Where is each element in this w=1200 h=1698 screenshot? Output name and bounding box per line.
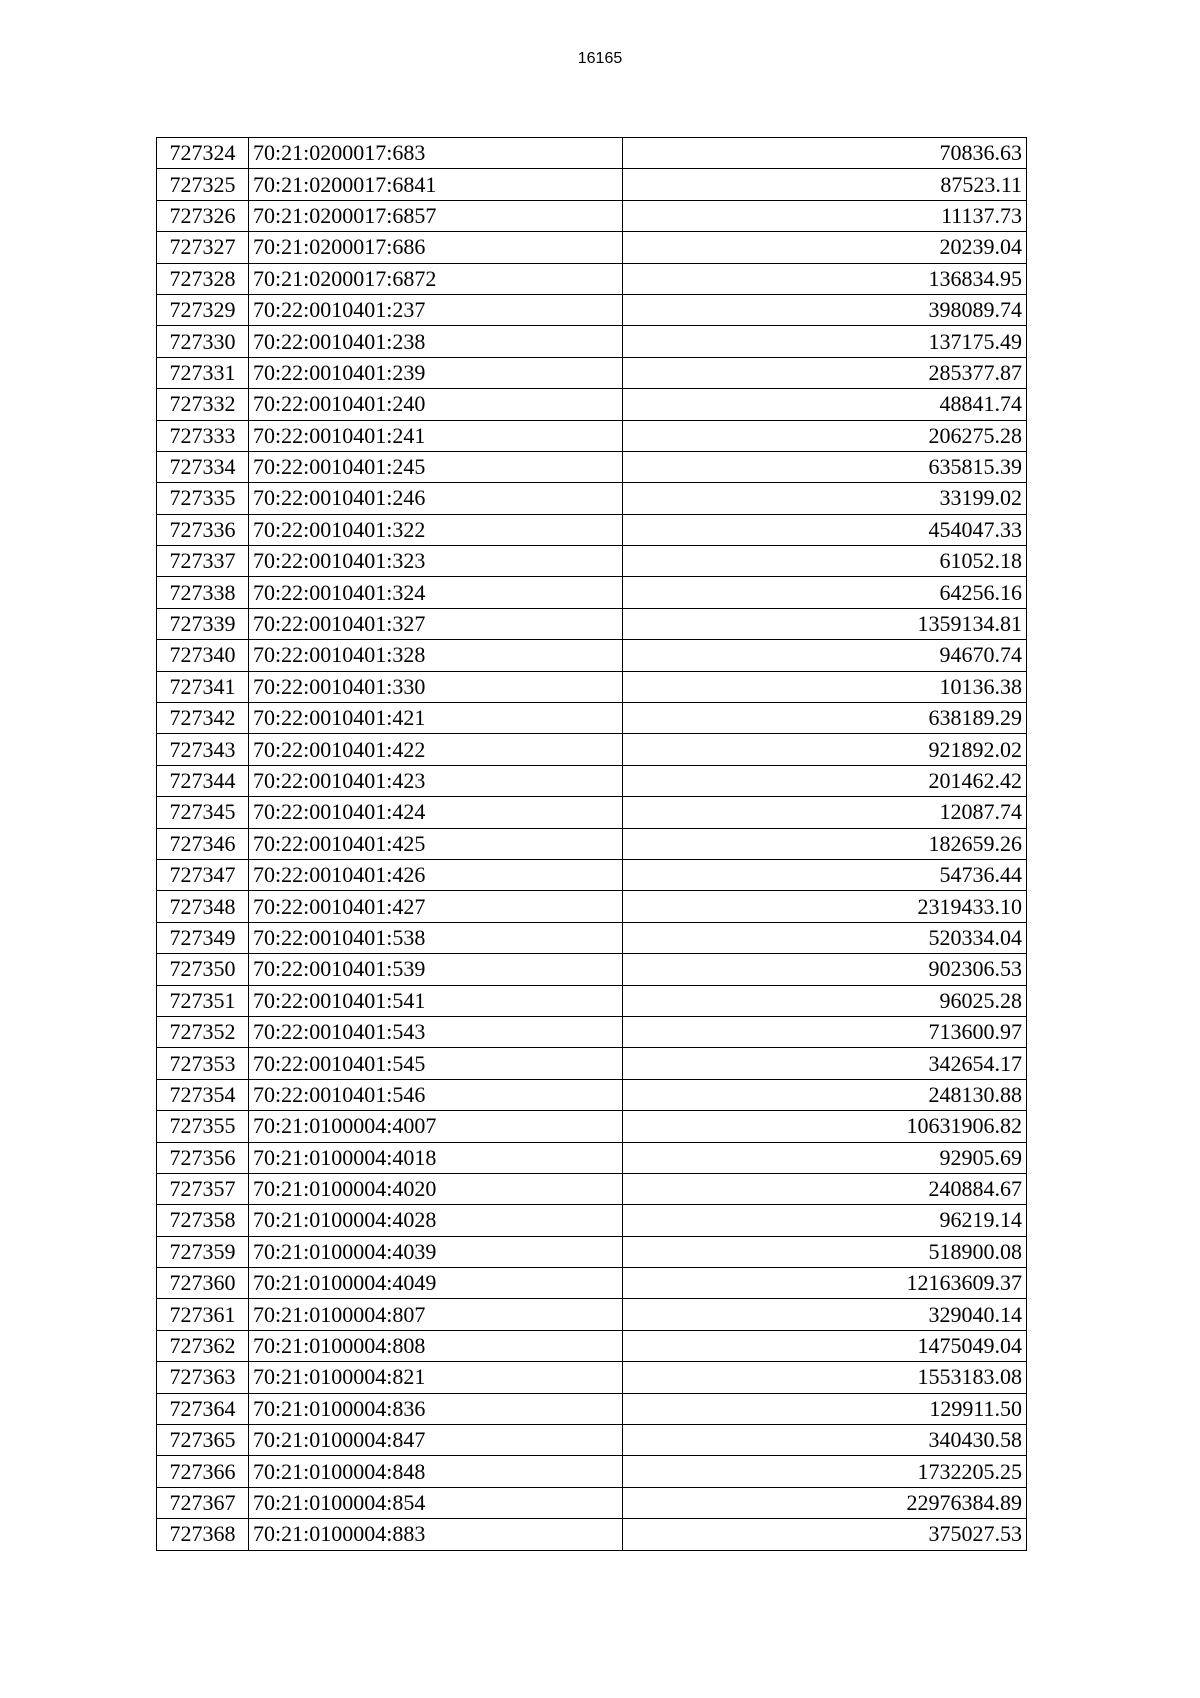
cadastral-number-cell: 70:22:0010401:425 (249, 828, 623, 859)
table-row (157, 828, 1027, 859)
row-number-cell: 727367 (157, 1487, 249, 1518)
table-row (157, 922, 1027, 953)
cadastral-value-table (156, 137, 1027, 1551)
table-row (157, 1456, 1027, 1487)
value-cell: 713600.97 (623, 1016, 1027, 1047)
cadastral-number-cell: 70:21:0100004:4020 (249, 1173, 623, 1204)
table-row (157, 1079, 1027, 1110)
row-number-cell: 727345 (157, 797, 249, 828)
value-cell: 129911.50 (623, 1393, 1027, 1424)
table-row (157, 200, 1027, 231)
row-number-cell: 727366 (157, 1456, 249, 1487)
row-number-cell: 727329 (157, 294, 249, 325)
cadastral-number-cell: 70:21:0100004:847 (249, 1425, 623, 1456)
cadastral-number-cell: 70:22:0010401:238 (249, 326, 623, 357)
row-number-cell: 727332 (157, 389, 249, 420)
value-cell: 638189.29 (623, 703, 1027, 734)
value-cell: 398089.74 (623, 294, 1027, 325)
row-number-cell: 727324 (157, 138, 249, 169)
row-number-cell: 727354 (157, 1079, 249, 1110)
cadastral-number-cell: 70:22:0010401:539 (249, 954, 623, 985)
value-cell: 342654.17 (623, 1048, 1027, 1079)
table-row (157, 1299, 1027, 1330)
value-cell: 921892.02 (623, 734, 1027, 765)
value-cell: 12087.74 (623, 797, 1027, 828)
table-row (157, 514, 1027, 545)
value-cell: 54736.44 (623, 859, 1027, 890)
row-number-cell: 727360 (157, 1268, 249, 1299)
cadastral-number-cell: 70:21:0100004:4049 (249, 1268, 623, 1299)
row-number-cell: 727349 (157, 922, 249, 953)
value-cell: 33199.02 (623, 483, 1027, 514)
cadastral-number-cell: 70:21:0200017:686 (249, 232, 623, 263)
value-cell: 137175.49 (623, 326, 1027, 357)
value-cell: 10631906.82 (623, 1111, 1027, 1142)
cadastral-number-cell: 70:21:0100004:848 (249, 1456, 623, 1487)
table-row (157, 169, 1027, 200)
table-row (157, 608, 1027, 639)
value-cell: 11137.73 (623, 200, 1027, 231)
table-row (157, 797, 1027, 828)
row-number-cell: 727350 (157, 954, 249, 985)
table-row (157, 1393, 1027, 1424)
row-number-cell: 727326 (157, 200, 249, 231)
row-number-cell: 727342 (157, 703, 249, 734)
row-number-cell: 727334 (157, 451, 249, 482)
cadastral-number-cell: 70:21:0100004:807 (249, 1299, 623, 1330)
table-row (157, 1268, 1027, 1299)
value-cell: 2319433.10 (623, 891, 1027, 922)
table-row (157, 1111, 1027, 1142)
cadastral-number-cell: 70:21:0200017:6841 (249, 169, 623, 200)
table-row (157, 1205, 1027, 1236)
cadastral-number-cell: 70:22:0010401:546 (249, 1079, 623, 1110)
cadastral-number-cell: 70:21:0100004:4018 (249, 1142, 623, 1173)
cadastral-number-cell: 70:21:0100004:4039 (249, 1236, 623, 1267)
table-row (157, 734, 1027, 765)
table-row (157, 640, 1027, 671)
value-cell: 61052.18 (623, 546, 1027, 577)
cadastral-number-cell: 70:22:0010401:323 (249, 546, 623, 577)
table-row (157, 326, 1027, 357)
row-number-cell: 727348 (157, 891, 249, 922)
row-number-cell: 727344 (157, 765, 249, 796)
table-row (157, 954, 1027, 985)
row-number-cell: 727333 (157, 420, 249, 451)
cadastral-number-cell: 70:21:0100004:821 (249, 1362, 623, 1393)
value-cell: 96025.28 (623, 985, 1027, 1016)
cadastral-number-cell: 70:22:0010401:422 (249, 734, 623, 765)
row-number-cell: 727355 (157, 1111, 249, 1142)
value-cell: 10136.38 (623, 671, 1027, 702)
value-cell: 902306.53 (623, 954, 1027, 985)
row-number-cell: 727327 (157, 232, 249, 263)
value-cell: 248130.88 (623, 1079, 1027, 1110)
cadastral-number-cell: 70:22:0010401:423 (249, 765, 623, 796)
value-cell: 375027.53 (623, 1519, 1027, 1550)
table-row (157, 703, 1027, 734)
cadastral-number-cell: 70:22:0010401:545 (249, 1048, 623, 1079)
table-row (157, 294, 1027, 325)
table-row (157, 1362, 1027, 1393)
value-cell: 454047.33 (623, 514, 1027, 545)
row-number-cell: 727340 (157, 640, 249, 671)
row-number-cell: 727362 (157, 1330, 249, 1361)
row-number-cell: 727353 (157, 1048, 249, 1079)
row-number-cell: 727346 (157, 828, 249, 859)
cadastral-number-cell: 70:22:0010401:538 (249, 922, 623, 953)
table-body (157, 138, 1027, 1551)
table-row (157, 232, 1027, 263)
row-number-cell: 727335 (157, 483, 249, 514)
row-number-cell: 727368 (157, 1519, 249, 1550)
cadastral-number-cell: 70:22:0010401:324 (249, 577, 623, 608)
cadastral-number-cell: 70:21:0200017:6857 (249, 200, 623, 231)
cadastral-number-cell: 70:22:0010401:424 (249, 797, 623, 828)
row-number-cell: 727361 (157, 1299, 249, 1330)
value-cell: 206275.28 (623, 420, 1027, 451)
table-row (157, 451, 1027, 482)
row-number-cell: 727338 (157, 577, 249, 608)
cadastral-number-cell: 70:21:0100004:4028 (249, 1205, 623, 1236)
table-row (157, 1519, 1027, 1550)
row-number-cell: 727357 (157, 1173, 249, 1204)
value-cell: 201462.42 (623, 765, 1027, 796)
value-cell: 240884.67 (623, 1173, 1027, 1204)
cadastral-number-cell: 70:21:0100004:883 (249, 1519, 623, 1550)
table-row (157, 1425, 1027, 1456)
table-row (157, 1236, 1027, 1267)
table-row (157, 1487, 1027, 1518)
table-row (157, 483, 1027, 514)
row-number-cell: 727352 (157, 1016, 249, 1047)
cadastral-number-cell: 70:22:0010401:328 (249, 640, 623, 671)
table-row (157, 1016, 1027, 1047)
value-cell: 64256.16 (623, 577, 1027, 608)
cadastral-number-cell: 70:21:0200017:683 (249, 138, 623, 169)
value-cell: 136834.95 (623, 263, 1027, 294)
table-row (157, 765, 1027, 796)
table-row (157, 1142, 1027, 1173)
value-cell: 520334.04 (623, 922, 1027, 953)
cadastral-number-cell: 70:22:0010401:427 (249, 891, 623, 922)
cadastral-number-cell: 70:22:0010401:239 (249, 357, 623, 388)
row-number-cell: 727339 (157, 608, 249, 639)
row-number-cell: 727328 (157, 263, 249, 294)
value-cell: 94670.74 (623, 640, 1027, 671)
value-cell: 70836.63 (623, 138, 1027, 169)
value-cell: 87523.11 (623, 169, 1027, 200)
row-number-cell: 727363 (157, 1362, 249, 1393)
table-row (157, 1330, 1027, 1361)
value-cell: 1475049.04 (623, 1330, 1027, 1361)
table-row (157, 357, 1027, 388)
table-row (157, 389, 1027, 420)
row-number-cell: 727341 (157, 671, 249, 702)
row-number-cell: 727343 (157, 734, 249, 765)
row-number-cell: 727359 (157, 1236, 249, 1267)
cadastral-number-cell: 70:22:0010401:237 (249, 294, 623, 325)
cadastral-number-cell: 70:22:0010401:245 (249, 451, 623, 482)
value-cell: 96219.14 (623, 1205, 1027, 1236)
table-row (157, 138, 1027, 169)
cadastral-number-cell: 70:21:0100004:4007 (249, 1111, 623, 1142)
table-row (157, 859, 1027, 890)
value-cell: 48841.74 (623, 389, 1027, 420)
value-cell: 92905.69 (623, 1142, 1027, 1173)
cadastral-number-cell: 70:21:0100004:836 (249, 1393, 623, 1424)
cadastral-number-cell: 70:22:0010401:241 (249, 420, 623, 451)
cadastral-number-cell: 70:21:0100004:808 (249, 1330, 623, 1361)
table-row (157, 985, 1027, 1016)
cadastral-number-cell: 70:22:0010401:322 (249, 514, 623, 545)
cadastral-number-cell: 70:22:0010401:240 (249, 389, 623, 420)
value-cell: 340430.58 (623, 1425, 1027, 1456)
cadastral-number-cell: 70:21:0100004:854 (249, 1487, 623, 1518)
table-row (157, 1173, 1027, 1204)
value-cell: 329040.14 (623, 1299, 1027, 1330)
table-row (157, 263, 1027, 294)
row-number-cell: 727331 (157, 357, 249, 388)
value-cell: 285377.87 (623, 357, 1027, 388)
value-cell: 1553183.08 (623, 1362, 1027, 1393)
table-row (157, 671, 1027, 702)
cadastral-number-cell: 70:22:0010401:541 (249, 985, 623, 1016)
value-cell: 1359134.81 (623, 608, 1027, 639)
table-row (157, 891, 1027, 922)
value-cell: 518900.08 (623, 1236, 1027, 1267)
row-number-cell: 727365 (157, 1425, 249, 1456)
row-number-cell: 727356 (157, 1142, 249, 1173)
value-cell: 635815.39 (623, 451, 1027, 482)
value-cell: 182659.26 (623, 828, 1027, 859)
value-cell: 20239.04 (623, 232, 1027, 263)
row-number-cell: 727364 (157, 1393, 249, 1424)
table-row (157, 1048, 1027, 1079)
row-number-cell: 727351 (157, 985, 249, 1016)
row-number-cell: 727325 (157, 169, 249, 200)
cadastral-number-cell: 70:21:0200017:6872 (249, 263, 623, 294)
row-number-cell: 727358 (157, 1205, 249, 1236)
row-number-cell: 727336 (157, 514, 249, 545)
row-number-cell: 727337 (157, 546, 249, 577)
cadastral-number-cell: 70:22:0010401:421 (249, 703, 623, 734)
table-row (157, 577, 1027, 608)
table-row (157, 420, 1027, 451)
value-cell: 22976384.89 (623, 1487, 1027, 1518)
table-row (157, 546, 1027, 577)
cadastral-number-cell: 70:22:0010401:327 (249, 608, 623, 639)
cadastral-number-cell: 70:22:0010401:330 (249, 671, 623, 702)
value-cell: 12163609.37 (623, 1268, 1027, 1299)
row-number-cell: 727330 (157, 326, 249, 357)
cadastral-number-cell: 70:22:0010401:246 (249, 483, 623, 514)
value-cell: 1732205.25 (623, 1456, 1027, 1487)
cadastral-number-cell: 70:22:0010401:543 (249, 1016, 623, 1047)
page-number: 16165 (577, 50, 623, 67)
row-number-cell: 727347 (157, 859, 249, 890)
cadastral-number-cell: 70:22:0010401:426 (249, 859, 623, 890)
